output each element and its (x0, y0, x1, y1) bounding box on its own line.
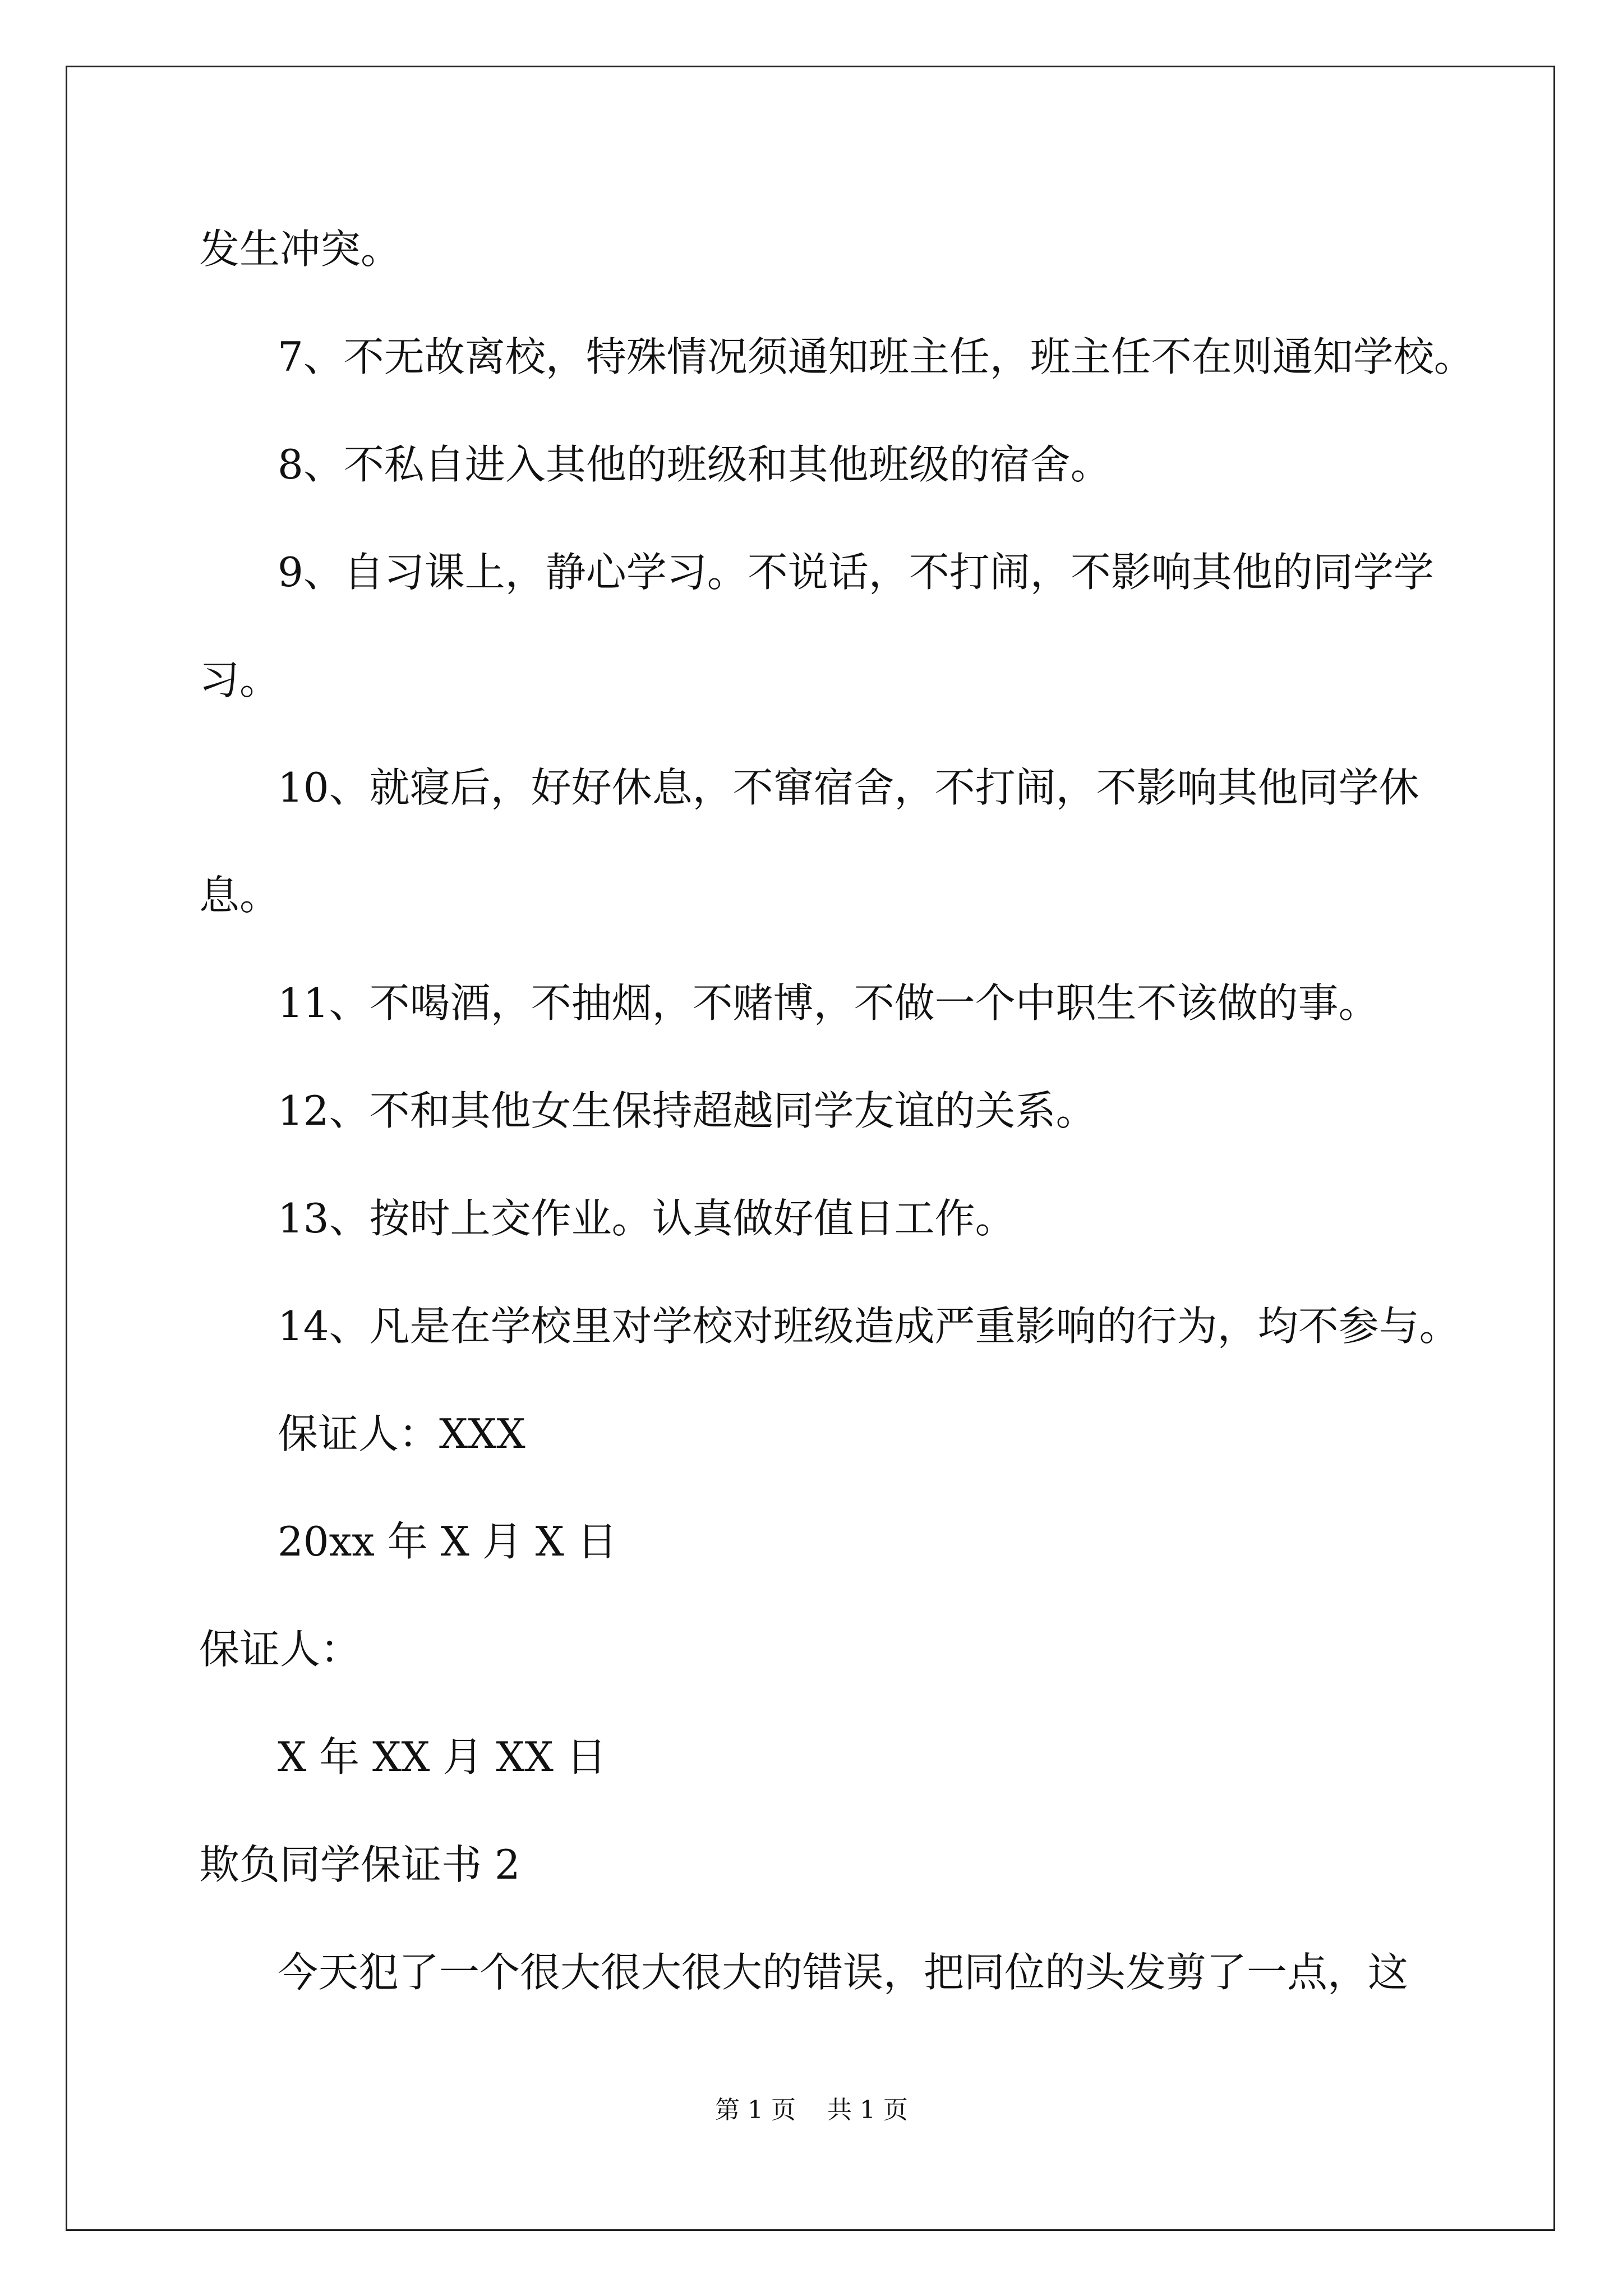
date-line: 20xx 年 X 月 X 日 (278, 1518, 617, 1565)
date-line-blank: X 年 XX 月 XX 日 (278, 1733, 607, 1780)
text-line-item-10: 10、就寝后，好好休息，不窜宿舍，不打闹，不影响其他同学休 (278, 764, 1419, 811)
text-line-paragraph-start: 今天犯了一个很大很大很大的错误，把同位的头发剪了一点，这 (278, 1949, 1409, 1996)
text-line-item-11: 11、不喝酒，不抽烟，不赌博，不做一个中职生不该做的事。 (278, 979, 1379, 1027)
text-line-item-14: 14、凡是在学校里对学校对班级造成严重影响的行为，均不参与。 (278, 1303, 1460, 1350)
guarantor-line: 保证人：XXX (278, 1410, 525, 1457)
text-line-item-9: 9、自习课上，静心学习。不说话，不打闹，不影响其他的同学学 (278, 549, 1434, 596)
guarantor-label: 保证人： (199, 1626, 361, 1673)
text-line-item-7: 7、不无故离校，特殊情况须通知班主任，班主任不在则通知学校。 (278, 333, 1474, 380)
text-line-item-9-cont: 习。 (199, 656, 280, 703)
text-line-continuation-conflict: 发生冲突。 (199, 226, 402, 273)
text-line-item-10-cont: 息。 (199, 872, 280, 919)
text-line-item-13: 13、按时上交作业。认真做好值日工作。 (278, 1195, 1016, 1242)
page-footer: 第 1 页 共 1 页 (715, 2096, 908, 2124)
page-border (66, 66, 1555, 2231)
text-line-item-8: 8、不私自进入其他的班级和其他班级的宿舍。 (278, 441, 1111, 488)
text-line-item-12: 12、不和其他女生保持超越同学友谊的关系。 (278, 1087, 1096, 1134)
section-heading: 欺负同学保证书 2 (199, 1841, 520, 1888)
